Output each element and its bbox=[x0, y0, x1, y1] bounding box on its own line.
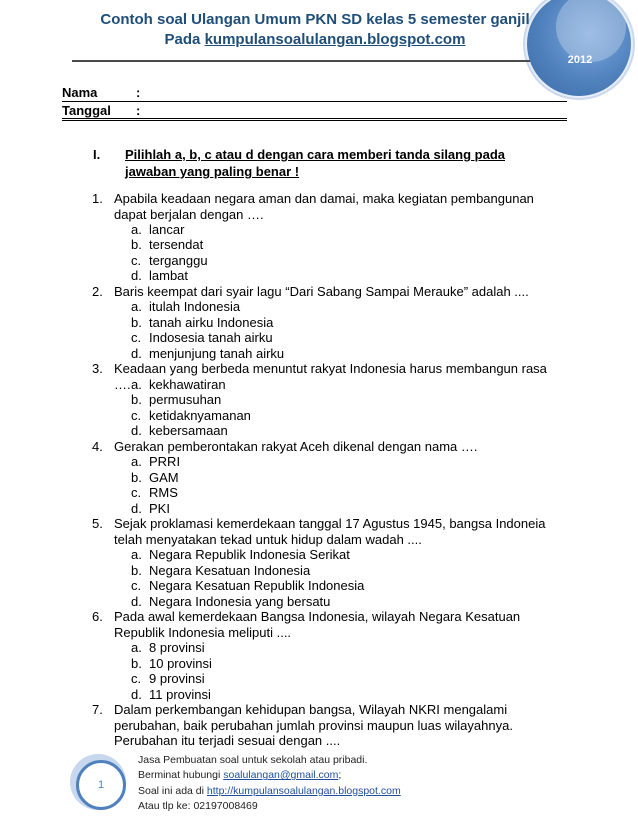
option bbox=[131, 330, 273, 346]
option-letter: b. bbox=[131, 392, 142, 407]
option-letter: c. bbox=[131, 253, 142, 268]
option bbox=[131, 640, 205, 656]
option bbox=[131, 222, 184, 238]
option bbox=[131, 315, 273, 331]
header-title bbox=[60, 10, 570, 50]
option-letter: a. bbox=[131, 640, 142, 655]
option bbox=[131, 237, 203, 253]
option-text: itulah Indonesia bbox=[149, 299, 241, 314]
option bbox=[131, 346, 284, 362]
footer bbox=[138, 753, 401, 814]
option-letter: b. bbox=[131, 315, 142, 330]
question-5 bbox=[92, 516, 562, 547]
date-field bbox=[62, 103, 140, 118]
footer-line-1: Jasa Pembuatan soal untuk sekolah atau pribadi. bbox=[138, 754, 368, 766]
option-text: 10 provinsi bbox=[149, 656, 212, 671]
option-text: Negara Kesatuan Indonesia bbox=[149, 563, 311, 578]
header-blog-link[interactable]: kumpulansoalulangan.blogspot.com bbox=[204, 31, 466, 48]
question-number: 3. bbox=[92, 361, 103, 376]
option-text: lambat bbox=[149, 268, 189, 283]
question-7 bbox=[92, 702, 562, 749]
option bbox=[131, 454, 180, 470]
header-title-line2 bbox=[60, 30, 570, 50]
option-text: tanah airku Indonesia bbox=[149, 315, 274, 330]
option-letter: c. bbox=[131, 671, 142, 686]
name-field bbox=[62, 85, 140, 100]
footer-contact-suffix: ; bbox=[338, 769, 342, 782]
question-1 bbox=[92, 191, 562, 222]
section-number: I. bbox=[93, 147, 101, 162]
option-letter: a. bbox=[131, 222, 142, 237]
date-field-line bbox=[62, 118, 567, 121]
option-letter: b. bbox=[131, 470, 142, 485]
date-colon: : bbox=[136, 103, 141, 118]
question-4 bbox=[92, 439, 562, 455]
option bbox=[131, 547, 350, 563]
option-letter: c. bbox=[131, 408, 142, 423]
option-letter: b. bbox=[131, 656, 142, 671]
option-text: Negara Republik Indonesia Serikat bbox=[149, 547, 350, 562]
option bbox=[131, 485, 178, 501]
option-letter: d. bbox=[131, 687, 142, 702]
question-text: Baris keempat dari syair lagu “Dari Sabang Sampai Merauke” adalah .... bbox=[114, 284, 529, 299]
option-text: 8 provinsi bbox=[149, 640, 205, 655]
footer-site-link[interactable]: http://kumpulansoalulangan.blogspot.com bbox=[206, 784, 401, 797]
option-letter: a. bbox=[131, 377, 142, 392]
option-text: permusuhan bbox=[149, 392, 222, 407]
question-number: 1. bbox=[92, 191, 103, 206]
footer-site-prefix: Soal ini ada di bbox=[138, 784, 207, 797]
question-number: 7. bbox=[92, 702, 103, 717]
page-number: 1 bbox=[76, 760, 126, 810]
question-number: 4. bbox=[92, 439, 103, 454]
option-text: tersendat bbox=[149, 237, 204, 252]
option-text: ketidaknyamanan bbox=[149, 408, 251, 423]
option-text: menjunjung tanah airku bbox=[149, 346, 285, 361]
question-text: Dalam perkembangan kehidupan bangsa, Wilayah NKRI mengalami perubahan, baik perubahan jumlah provinsi maupun luas wilayahnya. Perubahan itu terjadi sesuai dengan .... bbox=[114, 702, 513, 748]
option-text: RMS bbox=[149, 485, 178, 500]
option-letter: d. bbox=[131, 268, 142, 283]
option-letter: d. bbox=[131, 346, 142, 361]
header-year: 2012 bbox=[567, 54, 593, 66]
question-6 bbox=[92, 609, 562, 640]
option-letter: c. bbox=[131, 578, 142, 593]
option-text: 9 provinsi bbox=[149, 671, 205, 686]
option-text: kebersamaan bbox=[149, 423, 228, 438]
question-number: 6. bbox=[92, 609, 103, 624]
name-label: Nama bbox=[62, 85, 98, 100]
option bbox=[131, 656, 212, 672]
option bbox=[131, 578, 364, 594]
footer-email-link[interactable]: soalulangan@gmail.com bbox=[223, 769, 339, 782]
option-text: Indosesia tanah airku bbox=[149, 330, 273, 345]
option-text: PKI bbox=[149, 501, 170, 516]
header-title-line1: Contoh soal Ulangan Umum PKN SD kelas 5 semester ganjil bbox=[100, 11, 530, 28]
question-text: Apabila keadaan negara aman dan damai, maka kegiatan pembangunan dapat berjalan dengan …. bbox=[114, 191, 534, 222]
option bbox=[131, 268, 188, 284]
footer-line-4: Atau tlp ke: 02197008469 bbox=[138, 799, 258, 812]
option bbox=[131, 687, 211, 703]
option bbox=[131, 392, 221, 408]
option-letter: d. bbox=[131, 501, 142, 516]
option bbox=[131, 253, 208, 269]
option-text: lancar bbox=[149, 222, 185, 237]
option bbox=[131, 470, 179, 486]
option-letter: c. bbox=[131, 485, 142, 500]
option bbox=[131, 501, 170, 517]
option-letter: a. bbox=[131, 547, 142, 562]
option bbox=[131, 671, 205, 687]
option-letter: b. bbox=[131, 563, 142, 578]
date-label: Tanggal bbox=[62, 103, 111, 118]
section-instruction: Pilihlah a, b, c atau d dengan cara memberi tanda silang pada jawaban yang paling benar ! bbox=[125, 147, 505, 179]
option-letter: a. bbox=[131, 299, 142, 314]
option-letter: c. bbox=[131, 330, 142, 345]
option-text: PRRI bbox=[149, 454, 181, 469]
question-text: Gerakan pemberontakan rakyat Aceh dikenal dengan nama …. bbox=[114, 439, 478, 454]
option-letter: d. bbox=[131, 594, 142, 609]
option-text: Negara Indonesia yang bersatu bbox=[149, 594, 331, 609]
option-text: kekhawatiran bbox=[149, 377, 226, 392]
footer-line-2 bbox=[138, 768, 401, 783]
header-title-prefix: Pada bbox=[164, 31, 205, 48]
question-text: Sejak proklamasi kemerdekaan tanggal 17 Agustus 1945, bangsa Indoneia telah menyatakan tekad untuk hidup dalam wadah .... bbox=[114, 516, 546, 547]
option bbox=[131, 563, 310, 579]
option-letter: a. bbox=[131, 454, 142, 469]
option bbox=[131, 377, 226, 393]
option bbox=[131, 299, 240, 315]
question-2 bbox=[92, 284, 562, 300]
name-field-line bbox=[62, 101, 567, 102]
question-number: 5. bbox=[92, 516, 103, 531]
option bbox=[131, 594, 330, 610]
option-text: 11 provinsi bbox=[149, 687, 211, 702]
option-text: Negara Kesatuan Republik Indonesia bbox=[149, 578, 365, 593]
question-number: 2. bbox=[92, 284, 103, 299]
footer-contact-prefix: Berminat hubungi bbox=[138, 769, 224, 782]
option bbox=[131, 423, 228, 439]
footer-line-3 bbox=[138, 784, 401, 799]
option bbox=[131, 408, 251, 424]
name-colon: : bbox=[136, 85, 141, 100]
option-letter: d. bbox=[131, 423, 142, 438]
option-letter: b. bbox=[131, 237, 142, 252]
header-rule bbox=[72, 60, 530, 62]
question-text: Keadaan yang berbeda menuntut rakyat Indonesia harus membangun rasa …. bbox=[114, 361, 547, 392]
question-text: Pada awal kemerdekaan Bangsa Indonesia, wilayah Negara Kesatuan Republik Indonesia meliputi .... bbox=[114, 609, 521, 640]
option-text: GAM bbox=[149, 470, 179, 485]
option-text: terganggu bbox=[149, 253, 208, 268]
